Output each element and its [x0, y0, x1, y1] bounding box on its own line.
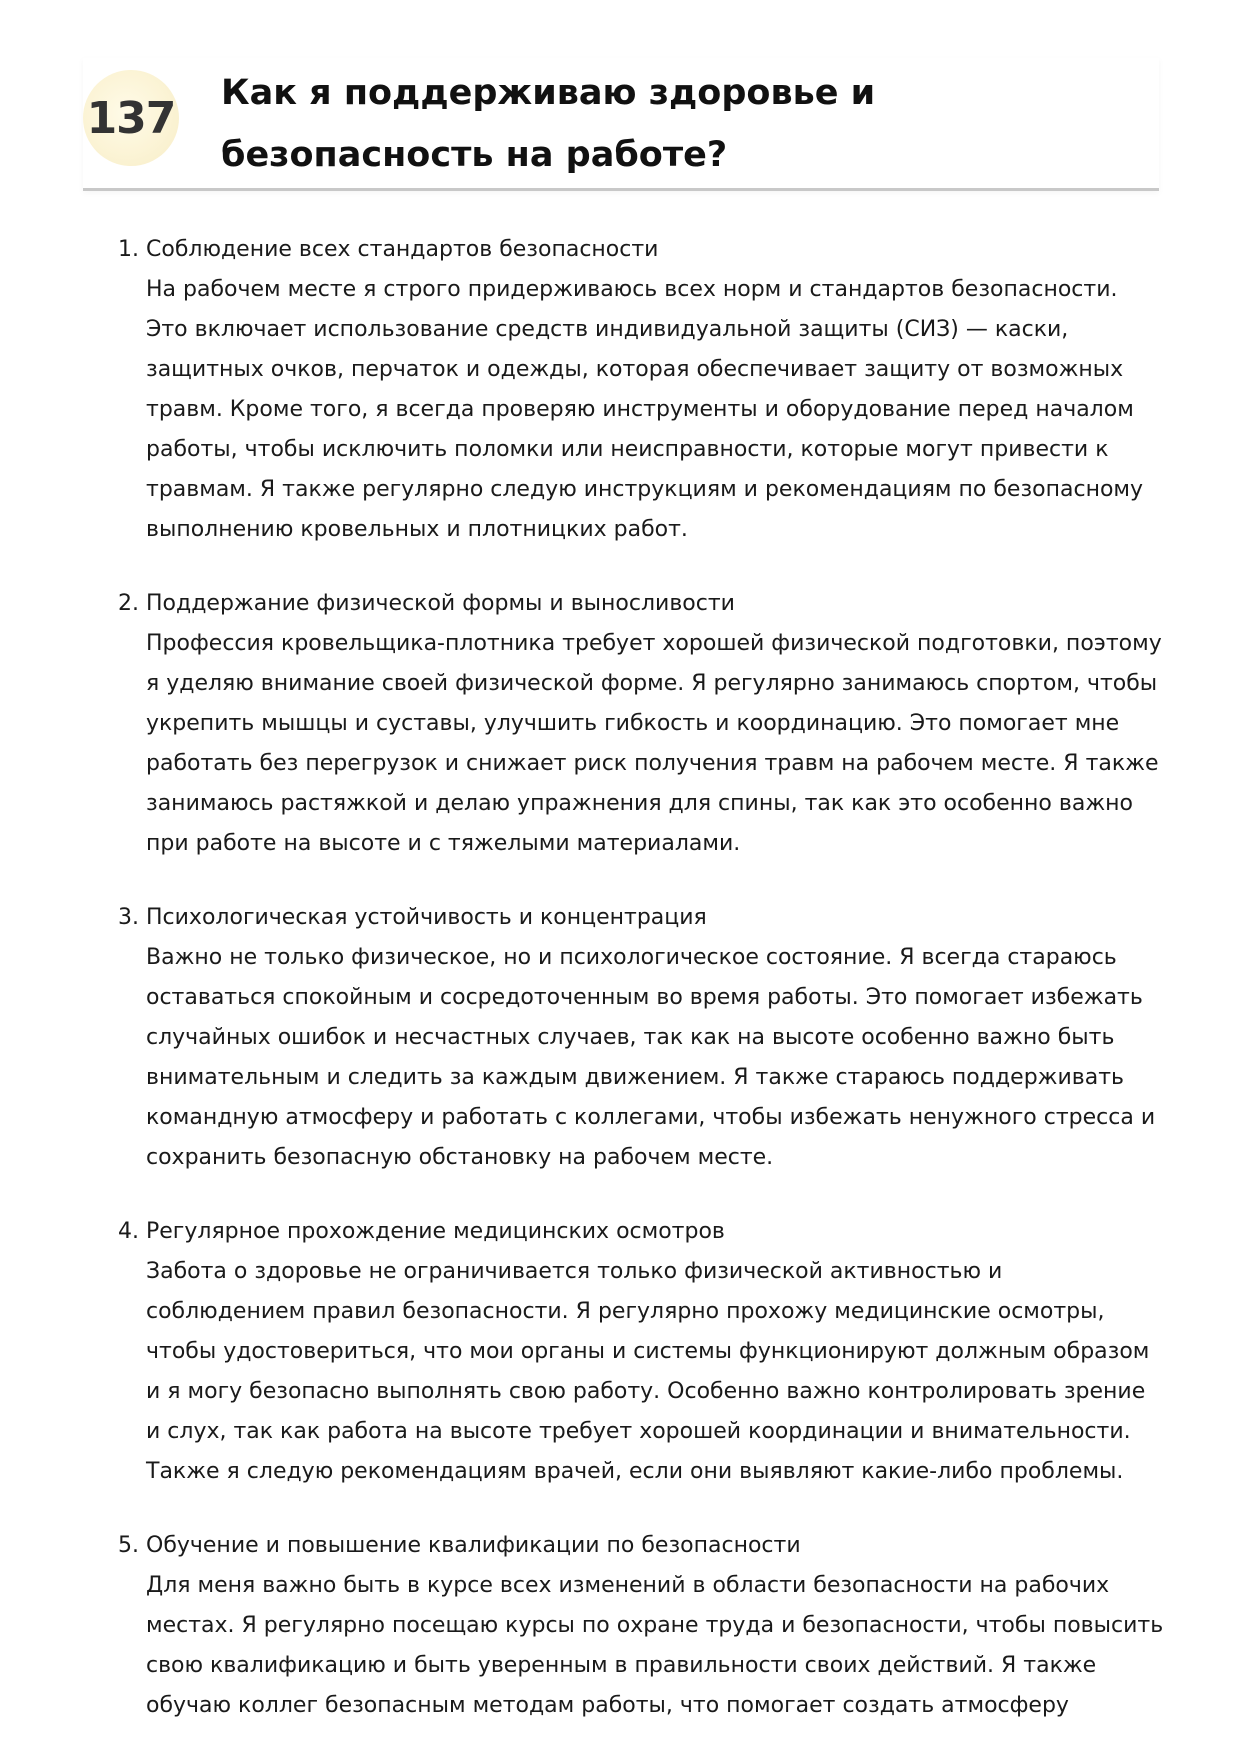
list-item [115, 1526, 1165, 1726]
page-title: Как я поддерживаю здоровье и безопасность на работе? [221, 73, 876, 175]
list-item-body: Профессия кровельщика-плотника требует хорошей физической подготовки, поэтому я уделяю внимание своей физической форме. Я регулярно занимаюсь спортом, чтобы укрепить мышцы и суставы, улучшить гибкость и координацию. Это помогает мне работать без перегрузок и снижает риск получения травм на рабочем месте. Я также занимаюсь растяжкой и делаю упражнения для спины, так как это особенно важно при работе на высоте и с тяжелыми материалами. [146, 631, 1162, 856]
list-item-heading: Поддержание физической формы и выносливости [146, 591, 735, 616]
list-item-number: 4. [118, 1219, 139, 1244]
list-item-heading: Регулярное прохождение медицинских осмотров [146, 1219, 725, 1244]
list-item-body: Важно не только физическое, но и психологическое состояние. Я всегда стараюсь оставаться спокойным и сосредоточенным во время работы. Это помогает избежать случайных ошибок и несчастных случаев, так как на высоте особенно важно быть внимательным и следить за каждым движением. Я также стараюсь поддерживать командную атмосферу и работать с коллегами, чтобы избежать ненужного стресса и сохранить безопасную обстановку на рабочем месте. [146, 945, 1156, 1170]
page-header [83, 58, 1159, 191]
list-item-number: 5. [118, 1533, 139, 1558]
answer-list [115, 230, 1165, 1760]
list-item-number: 3. [118, 905, 139, 930]
list-item-heading: Психологическая устойчивость и концентрация [146, 905, 707, 930]
list-item-body: На рабочем месте я строго придерживаюсь всех норм и стандартов безопасности. Это включает использование средств индивидуальной защиты (СИЗ) — каски, защитных очков, перчаток и одежды, которая обеспечивает защиту от возможных травм. Кроме того, я всегда проверяю инструменты и оборудование перед началом работы, чтобы исключить поломки или неисправности, которые могут привести к травмам. Я также регулярно следую инструкциям и рекомендациям по безопасному выполнению кровельных и плотницких работ. [146, 277, 1144, 542]
list-item-heading: Обучение и повышение квалификации по безопасности [146, 1533, 801, 1558]
list-item [115, 1212, 1165, 1492]
question-number-badge: 137 [83, 70, 179, 166]
list-item [115, 898, 1165, 1178]
list-item-heading: Соблюдение всех стандартов безопасности [146, 237, 659, 262]
list-item-body: Забота о здоровье не ограничивается только физической активностью и соблюдением правил безопасности. Я регулярно прохожу медицинские осмотры, чтобы удостовериться, что мои органы и системы функционируют должным образом и я могу безопасно выполнять свою работу. Особенно важно контролировать зрение и слух, так как работа на высоте требует хорошей координации и внимательности. Также я следую рекомендациям врачей, если они выявляют какие-либо проблемы. [146, 1259, 1150, 1484]
list-item-number: 1. [118, 237, 139, 262]
list-item-body: Для меня важно быть в курсе всех изменений в области безопасности на рабочих местах. Я регулярно посещаю курсы по охране труда и безопасности, чтобы повысить свою квалификацию и быть уверенным в правильности своих действий. Я также обучаю коллег безопасным методам работы, что помогает создать атмосферу [146, 1573, 1164, 1718]
list-item-number: 2. [118, 591, 139, 616]
list-item [115, 584, 1165, 864]
list-item [115, 230, 1165, 550]
